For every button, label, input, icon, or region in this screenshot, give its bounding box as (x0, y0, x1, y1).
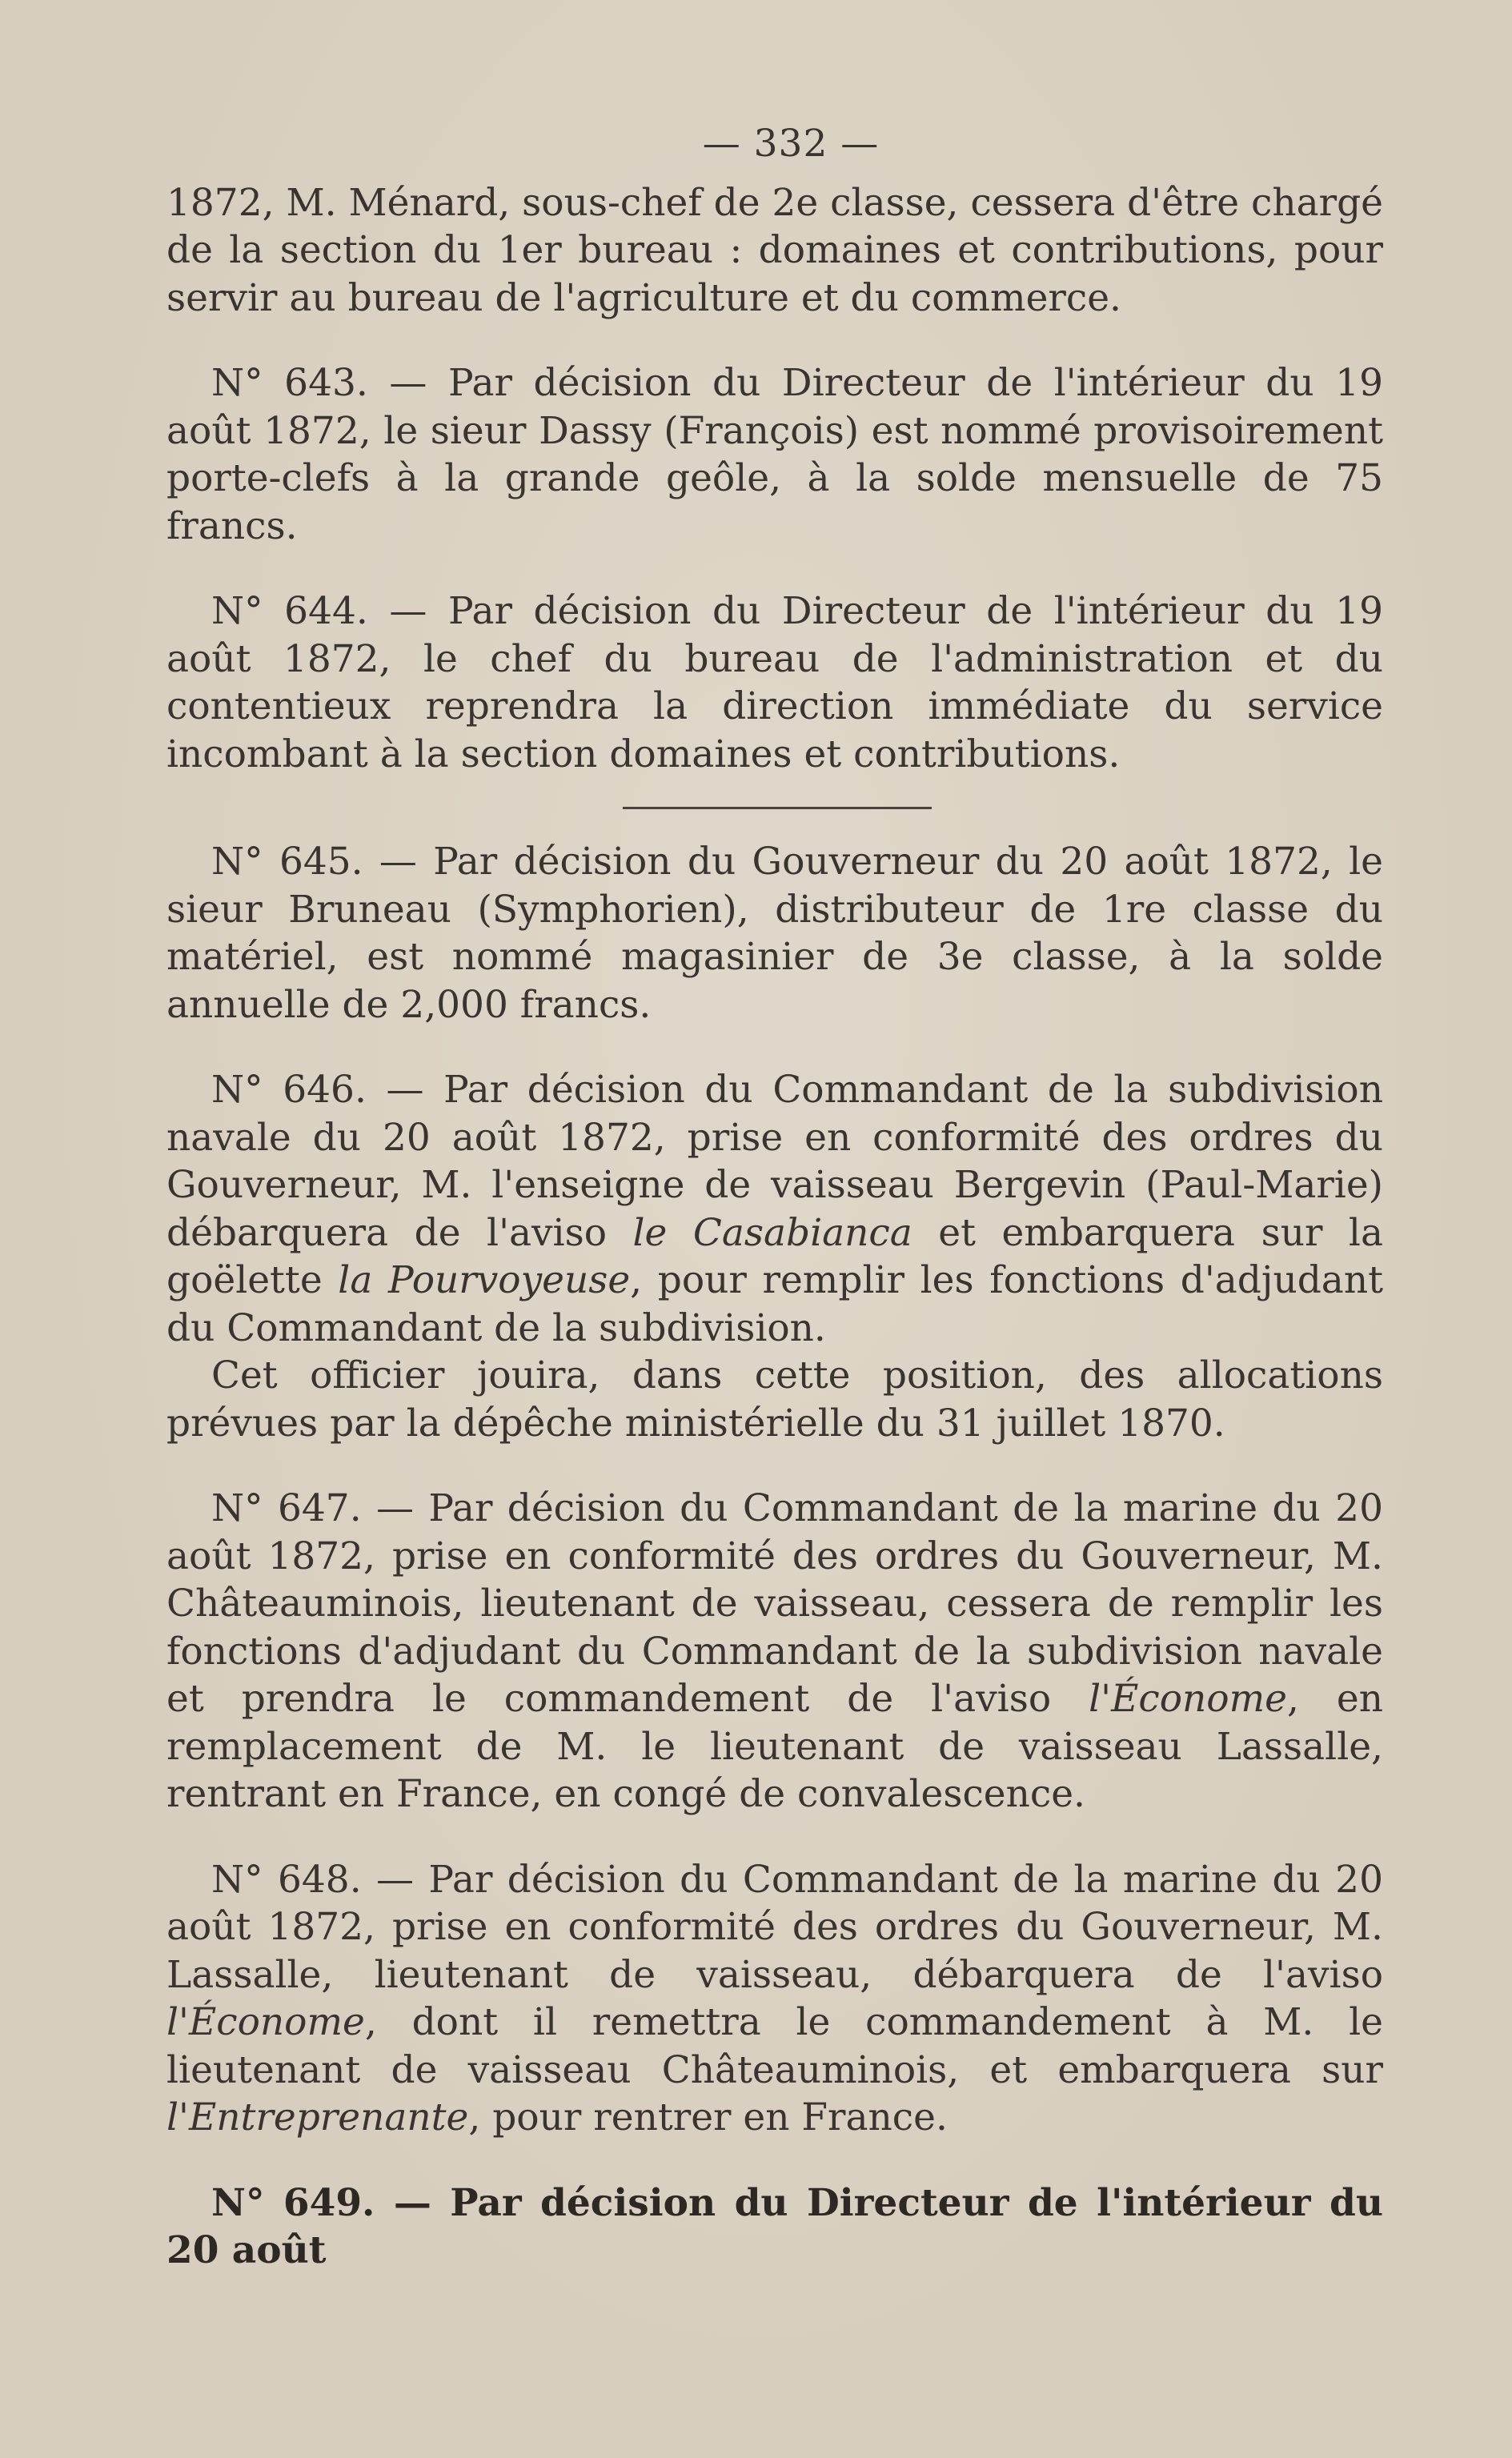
entry-645: N° 645. — Par décision du Gouverneur du 20 août 1872, le sieur Bruneau (Symphorien), distributeur de 1re classe du matériel, est nommé magasinier de 3e classe, à la solde annuelle de 2,000 francs. (166, 840, 1383, 1027)
ship-name-econome: l'Économe (1089, 1677, 1287, 1721)
page-number: — 332 — (702, 122, 880, 166)
ship-name-entreprenante: l'Entreprenante (166, 2095, 469, 2139)
entry-646-text-a: N° 646. — Par décision du Commandant de la subdivision navale du 20 août 1872, prise en conformité des ordres du Gouverneur, M. l'enseigne de vaisseau Bergevin (Paul-Marie) débarquera de l'aviso (166, 1068, 1383, 1255)
entry-647-text-b: , en remplacement de M. le lieutenant de vaisseau Lassalle, rentrant en France, en congé de convalescence. (166, 1677, 1383, 1816)
ship-name-pourvoyeuse: la Pourvoyeuse (338, 1258, 631, 1302)
entry-647 (166, 1485, 1383, 1818)
entry-649: N° 649. — Par décision du Directeur de l'intérieur du 20 août (166, 2180, 1383, 2272)
entry-643: N° 643. — Par décision du Directeur de l'intérieur du 19 août 1872, le sieur Dassy (François) est nommé provisoirement porte-clefs à la grande geôle, à la solde mensuelle de 75 francs. (166, 361, 1383, 548)
ship-name-econome-2: l'Économe (166, 2000, 365, 2044)
entry-646-text-c: , pour remplir les fonctions d'adjudant du Commandant de la subdivision. (166, 1258, 1383, 1350)
ship-name-casabianca: le Casabianca (632, 1210, 912, 1255)
section-divider (623, 807, 932, 809)
entry-648 (166, 1856, 1383, 2142)
entry-646-text-b: et embarquera sur la goëlette (166, 1210, 1383, 1302)
entry-648-text-b: , dont il remettra le commandement à M. le lieutenant de vaisseau Châteauminois, et embarquera sur (166, 2000, 1383, 2092)
entry-647-text-a: N° 647. — Par décision du Commandant de la marine du 20 août 1872, prise en conformité des ordres du Gouverneur, M. Châteauminois, lieutenant de vaisseau, cessera de remplir les fonctions d'adjudant du Commandant de la subdivision navale et prendra le commandement de l'aviso (166, 1486, 1383, 1721)
page-text (166, 120, 1383, 2275)
entry-648-text-c: , pour rentrer en France. (468, 2095, 948, 2139)
entry-646-note: Cet officier jouira, dans cette position, des allocations prévues par la dépêche ministérielle du 31 juillet 1870. (166, 1353, 1383, 1446)
paragraph-continuation: 1872, M. Ménard, sous-chef de 2e classe, cessera d'être chargé de la section du 1er bureau : domaines et contributions, pour servir au bureau de l'agriculture et du commerce. (166, 180, 1383, 320)
entry-648-text-a: N° 648. — Par décision du Commandant de la marine du 20 août 1872, prise en conformité des ordres du Gouverneur, M. Lassalle, lieutenant de vaisseau, débarquera de l'aviso (166, 1857, 1383, 1997)
entry-644: N° 644. — Par décision du Directeur de l'intérieur du 19 août 1872, le chef du bureau de l'administration et du contentieux reprendra la direction immédiate du service incombant à la section domaines et contributions. (166, 589, 1383, 776)
entry-646 (166, 1066, 1383, 1352)
